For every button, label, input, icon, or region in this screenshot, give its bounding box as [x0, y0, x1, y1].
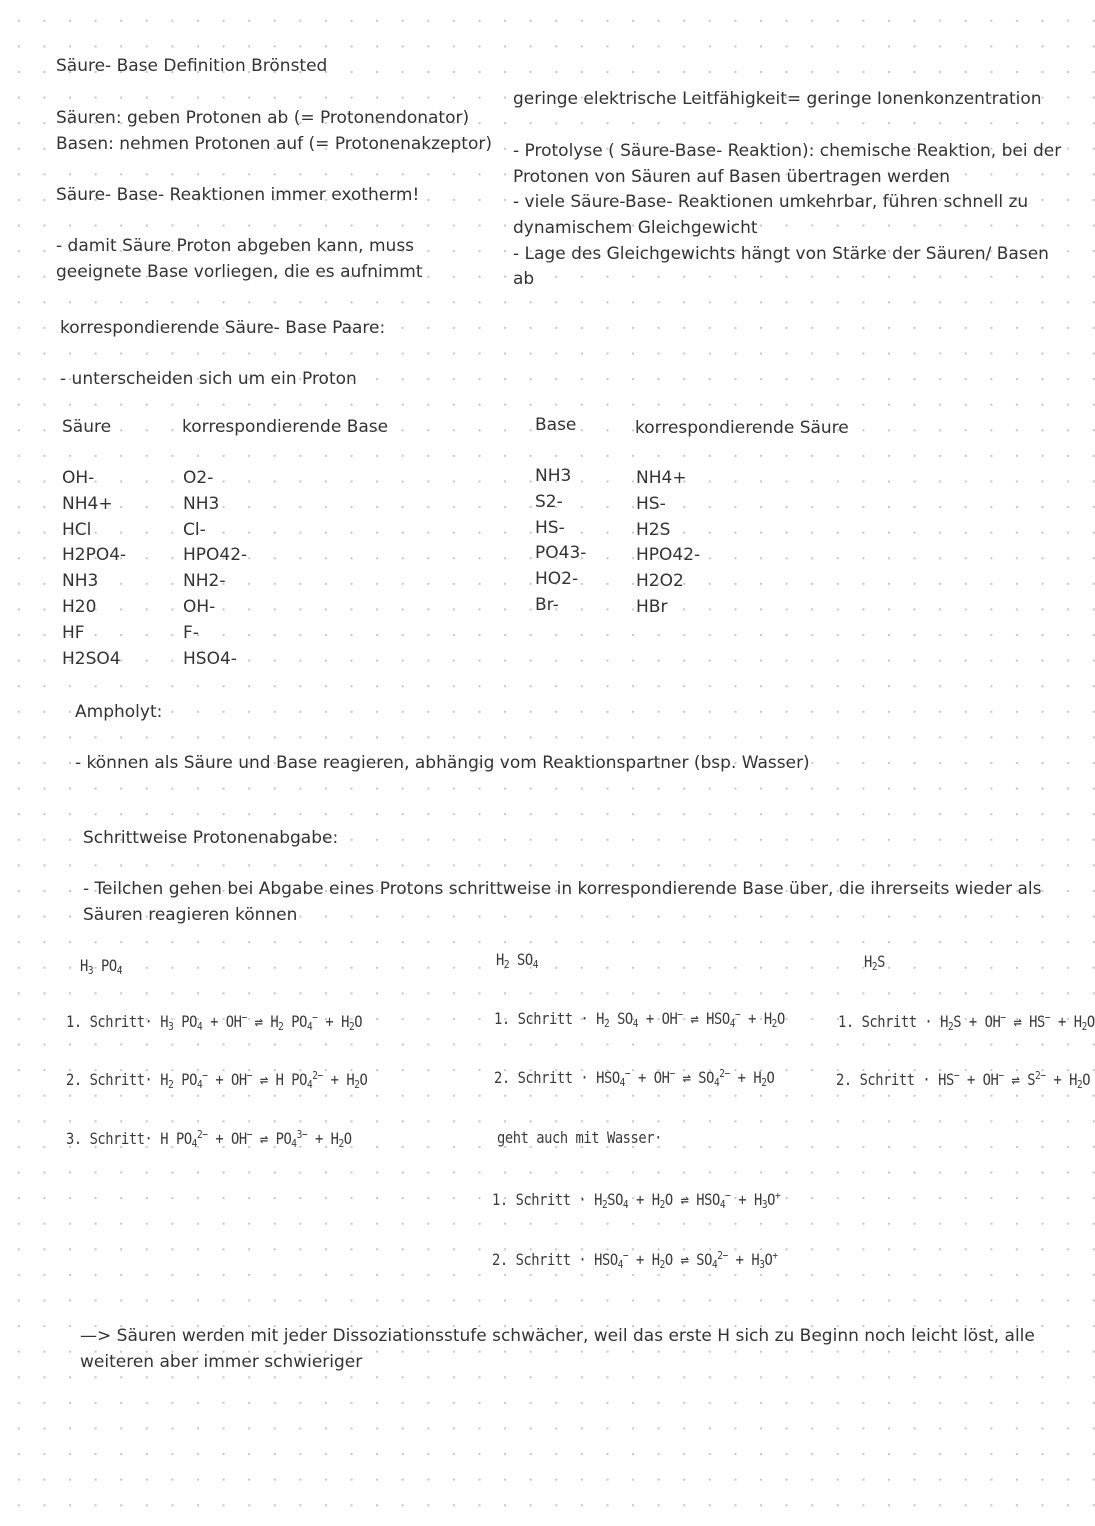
list-item: HS- — [535, 517, 565, 538]
h2so4-title: $H_2$ $SO_4$ — [496, 950, 538, 971]
table-right-base-column — [535, 464, 586, 619]
step-label: 3. Schritt· — [66, 1129, 153, 1148]
list-item: HPO42- — [183, 545, 248, 566]
definition-title: Säure- Base Definition Brönsted — [56, 56, 328, 76]
table-left-header-acid: Säure — [62, 417, 112, 437]
h2so4-step-1: 1. Schritt · $H_2$ $SO_4 + OH^-$ ⇌ $HSO_4^- + H_2O$ — [494, 1008, 785, 1030]
h3po4-title: $H_3$ $PO_4$ — [80, 956, 122, 977]
h2so4-step-2: 2. Schritt · $HSO_4^- + OH^-$ ⇌ $SO_4^{2-} + H_2O$ — [494, 1067, 775, 1089]
ampholyt-text: - können als Säure und Base reagieren, abhängig vom Reaktionspartner (bsp. Wasser) — [75, 753, 810, 773]
list-item: NH4+ — [636, 468, 687, 488]
equilibrium-line-2: ab — [513, 269, 535, 289]
water-step-1: 1. Schritt · $H_2SO_4 + H_2O$ ⇌ $HSO_4^- + H_3O^+$ — [492, 1189, 781, 1211]
list-item: NH2- — [183, 571, 226, 592]
stepwise-heading: Schrittweise Protonenabgabe: — [83, 828, 339, 848]
list-item: HBr — [636, 596, 668, 617]
step-label: 2. Schritt· — [66, 1070, 153, 1089]
step-label: 1. Schritt· — [66, 1012, 153, 1031]
pairs-heading: korrespondierende Säure- Base Paare: — [60, 318, 386, 338]
list-item: NH3 — [183, 493, 220, 514]
list-item: H2SO4 — [62, 648, 121, 669]
list-item: H2O2 — [636, 571, 684, 592]
protolyse-line-2: Protonen von Säuren auf Basen übertragen werden — [513, 167, 951, 187]
conductivity-note: geringe elektrische Leitfähigkeit= geringe Ionenkonzentration — [513, 89, 1042, 109]
list-item: NH3 — [535, 466, 572, 486]
equilibrium-line-1: - Lage des Gleichgewichts hängt von Stärke der Säuren/ Basen — [513, 244, 1049, 264]
proton-note-line-1: - damit Säure Proton abgeben kann, muss — [56, 236, 415, 256]
table-left-base-column — [183, 466, 247, 672]
h3po4-step-3: 3. Schritt· H $PO_4^{2-} + OH^-$ ⇌ $PO_4^{3-} + H_2O$ — [66, 1128, 352, 1150]
list-item: O2- — [183, 468, 214, 488]
list-item: OH- — [183, 596, 216, 617]
h2s-title: $H_2S$ — [864, 952, 885, 973]
list-item: H2PO4- — [62, 545, 127, 566]
list-item: H2S — [636, 519, 671, 540]
water-note: geht auch mit Wasser· — [497, 1128, 662, 1147]
list-item: HS- — [636, 493, 666, 514]
step-label: 1. Schritt · — [494, 1009, 589, 1028]
basen-definition: Basen: nehmen Protonen auf (= Protonenakzeptor) — [56, 134, 492, 154]
table-right-header-base: Base — [535, 415, 577, 435]
list-item: Br- — [535, 594, 559, 615]
step-label: 2. Schritt · — [494, 1068, 589, 1087]
step-label: 1. Schritt · — [492, 1190, 587, 1209]
table-right-acid-column — [636, 466, 700, 621]
proton-note-line-2: geeignete Base vorliegen, die es aufnimmt — [56, 262, 423, 282]
list-item: S2- — [535, 491, 563, 512]
list-item: HO2- — [535, 569, 579, 590]
step-label: 2. Schritt · — [836, 1070, 931, 1089]
list-item: PO43- — [535, 543, 587, 564]
table-right-header-acid: korrespondierende Säure — [635, 418, 849, 438]
list-item: NH3 — [62, 571, 99, 592]
conclusion-line-2: weiteren aber immer schwieriger — [80, 1352, 363, 1372]
list-item: HSO4- — [183, 648, 237, 669]
step-label: 1. Schritt · — [838, 1012, 933, 1031]
protolyse-line-1: - Protolyse ( Säure-Base- Reaktion): chemische Reaktion, bei der — [513, 141, 1062, 161]
saeuren-definition: Säuren: geben Protonen ab (= Protonendonator) — [56, 108, 470, 128]
list-item: H20 — [62, 596, 97, 617]
table-left-acid-column — [62, 466, 126, 672]
water-step-2: 2. Schritt · $HSO_4^- + H_2O$ ⇌ $SO_4^{2-} + H_3O^+$ — [492, 1249, 778, 1271]
h3po4-step-2: 2. Schritt· $H_2$ $PO_4^- + OH^-$ ⇌ H $PO_4^{2-} + H_2O$ — [66, 1069, 368, 1091]
conclusion-line-1: —> Säuren werden mit jeder Dissoziationsstufe schwächer, weil das erste H sich zu Beginn noch leicht löst, alle — [80, 1326, 1035, 1346]
h3po4-step-1: 1. Schritt· $H_3$ $PO_4 + OH^-$ ⇌ $H_2$ $PO_4^- + H_2O$ — [66, 1011, 363, 1033]
reversible-line-1: - viele Säure-Base- Reaktionen umkehrbar, führen schnell zu — [513, 192, 1029, 212]
list-item: HF — [62, 622, 85, 643]
list-item: OH- — [62, 468, 95, 488]
list-item: HCl — [62, 519, 92, 540]
table-left-header-base: korrespondierende Base — [182, 417, 389, 437]
list-item: Cl- — [183, 519, 206, 540]
h2s-step-2: 2. Schritt · HS− + OH− ⇌ $S^{2-} + H_2O$ — [836, 1069, 1091, 1091]
list-item: NH4+ — [62, 493, 113, 514]
ampholyt-heading: Ampholyt: — [75, 702, 163, 722]
list-item: F- — [183, 622, 199, 643]
pairs-note: - unterscheiden sich um ein Proton — [60, 369, 357, 389]
exotherm-note: Säure- Base- Reaktionen immer exotherm! — [56, 185, 420, 205]
step-label: 2. Schritt · — [492, 1250, 587, 1269]
list-item: HPO42- — [636, 545, 701, 566]
reversible-line-2: dynamischem Gleichgewicht — [513, 218, 758, 238]
stepwise-text: - Teilchen gehen bei Abgabe eines Protons schrittweise in korrespondierende Base über, die ihrerseits wieder als Säuren reagieren können — [83, 879, 1042, 925]
h2s-step-1: 1. Schritt · $H_2S + OH^-$ ⇌ $HS^- + H_2O$ — [838, 1011, 1095, 1033]
